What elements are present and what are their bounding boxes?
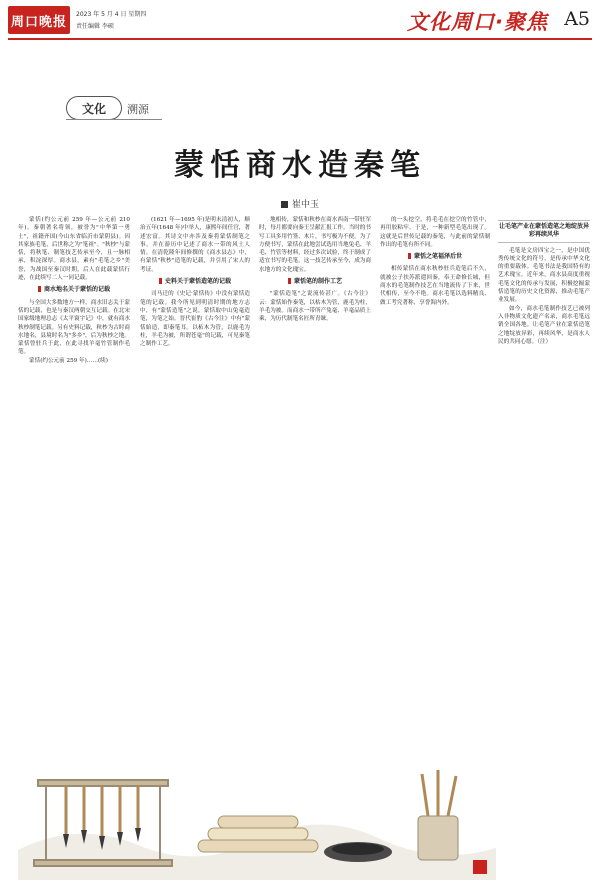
- subheading-text: 蒙恬笔的制作工艺: [293, 278, 342, 286]
- subheading-text: 商水地名关于蒙恬的记载: [43, 286, 110, 294]
- paragraph: 相传蒙恬在商水秋杪驻兵造笔后不久，就被公子扶苏派遣回秦，奉王命修长城，但商水的毛笔制作技艺在当地流传了下来，世代相传，至今不绝。商水毛笔以选料精良、做工考究著称，享誉海内外。: [380, 266, 490, 306]
- byline-author: 崔中玉: [291, 200, 319, 210]
- paragraph: 与全国大多数地方一样，商水旧志关于蒙恬的记载，也是与秦汉两朝交互记载。在北宋国家级地理总志《太平寰宇记》中，就有商水秋杪制笔记载。另有史料记载，秋杪为古时商水地名，县境时名为"多乡"，后为秋杪之地。蒙恬曾驻兵于此，在此寻找羊毫竹管制作毛笔。: [18, 299, 130, 356]
- paragraph: 蒙恬(约公元前 259 年—公元前 210 年)，秦朝著名将领，被誉为"中华第一勇士"，祖籍齐国(今山东省临沂市蒙阴县)。因其家族毛笔，后世称之为"笔祖"。"秋杪"与蒙恬，将秋笔、制笔技艺传承至今，且一脉相承，积淀深厚。商水县，素有"毛笔之乡"美誉，为战国至秦汉时期，后人在此载蒙恬行迹，在此续写二人一同记载。: [18, 217, 130, 282]
- byline-square-icon: [281, 201, 288, 208]
- subheading-2: [140, 278, 250, 286]
- paragraph: 的一头挖空，将毛毛在挖空的竹管中，再用胶粘牢。于是，一种新型毛笔出现了。这就是后世传记载的秦笔，与此前的蒙恬制作出的毛笔有所不同。: [380, 217, 490, 248]
- article-column-2: [140, 216, 250, 776]
- article-column-4: [380, 216, 490, 776]
- paragraph: "蒙恬造笔"之说流传甚广。《古今注》云：蒙恬始作秦笔，以枯木为管，鹿毛为柱，羊毛为被。而商水一带所产兔毫、羊毫品质上乘，为历代制笔名匠所青睐。: [259, 291, 371, 323]
- article-column-1: [18, 216, 130, 662]
- brush-pot: [418, 770, 458, 860]
- paragraph: 蒙恬(约公元前 259 年)……(续): [29, 357, 108, 364]
- scroll-stack: [198, 816, 318, 852]
- subheading-bar-icon: [38, 286, 41, 292]
- subheading-bar-icon: [159, 278, 162, 284]
- subheading-text: 史料关于蒙恬造笔的记载: [164, 278, 231, 286]
- header-rule: [8, 38, 592, 40]
- page-number: A5: [564, 8, 590, 30]
- paragraph: 如今，商水毛笔制作技艺已被列入非物质文化遗产名录，商水毛笔远销全国各地。让毛笔产业在蒙恬造笔之地绽放异彩，再续风华，是商水人民的共同心愿。（注）: [498, 305, 590, 345]
- editor-line: 责任编辑 李硕: [76, 23, 114, 30]
- subheading-1: [18, 286, 130, 294]
- article-column-5: [498, 216, 590, 776]
- article-title: 蒙恬商水造秦笔: [174, 148, 426, 183]
- paragraph: 司马迁的《史记·蒙恬传》中没有蒙恬造笔的记载。我今所见到明清时期的地方志中，有"蒙恬造笔"之说。蒙恬取中山兔毫造笔，为笔之始。晋代崔豹《古今注》中有"蒙恬始造，即秦笔耳。以柘木为管，以鹿毛为柱，羊毛为被，所谓苍毫"的记载，可见秦笔之制作工艺。: [140, 291, 250, 348]
- column-badge-sub: 溯源: [127, 103, 149, 116]
- ink-stone: [324, 842, 392, 862]
- subheading-5: [498, 220, 590, 243]
- brush-and-scroll-illustration: [18, 760, 496, 880]
- column-badge: [66, 96, 162, 120]
- paragraph: 地相传，蒙恬和秋杪在商水西南一带驻军时，每月都要向秦王呈献汇报工作。当时的书写工具多用竹签、木片，书写极为不便。为了方便书写，蒙恬在此地尝试选用当地兔毛、羊毛、竹管等材料，经过多次试验，终于制成了适宜书写的毛笔。这一技艺传承至今，成为商水地方的文化瑰宝。: [259, 217, 371, 273]
- masthead-logo: 周口晚报: [8, 6, 70, 34]
- subheading-4: [380, 253, 490, 261]
- paragraph: 毛笔是文房四宝之一，是中国优秀传统文化的符号，是传承中华文化的重要载体。毛笔书法是我国特有的艺术瑰宝。近年来，商水县高度重视毛笔文化的传承与发展，积极挖掘蒙恬造笔的历史文化资源，推动毛笔产业发展。: [498, 247, 590, 304]
- column-badge-label: 文化: [66, 96, 122, 120]
- subheading-bar-icon: [288, 278, 291, 284]
- byline: [0, 197, 600, 210]
- badge-underline: [66, 119, 162, 120]
- subheading-3: [259, 278, 371, 286]
- article-column-3: [259, 216, 371, 776]
- red-seal-icon: [473, 860, 487, 874]
- subheading-bar-icon: [408, 253, 411, 259]
- paragraph: (1621 年—1695 年)是明末清初人，顺治五年(1648 年)中举人，康熙年间任官，著述宏富。其诗文中亦涉及秦将蒙恬制笔之事，并在游历中记述了商水一带的风土人情。在清乾隆年间修撰的《商水县志》中，有蒙恬"秋杪"造笔的记载，并引用了宋人的考证。: [140, 217, 250, 273]
- issue-date: 2023 年 5 月 4 日 星期四: [76, 11, 147, 18]
- section-title: 文化周口·聚焦: [407, 10, 548, 34]
- subheading-text: 让毛笔产业在蒙恬造笔之地绽放异彩再续风华: [498, 223, 589, 239]
- subheading-text: 蒙恬之笔福泽后世: [413, 253, 462, 261]
